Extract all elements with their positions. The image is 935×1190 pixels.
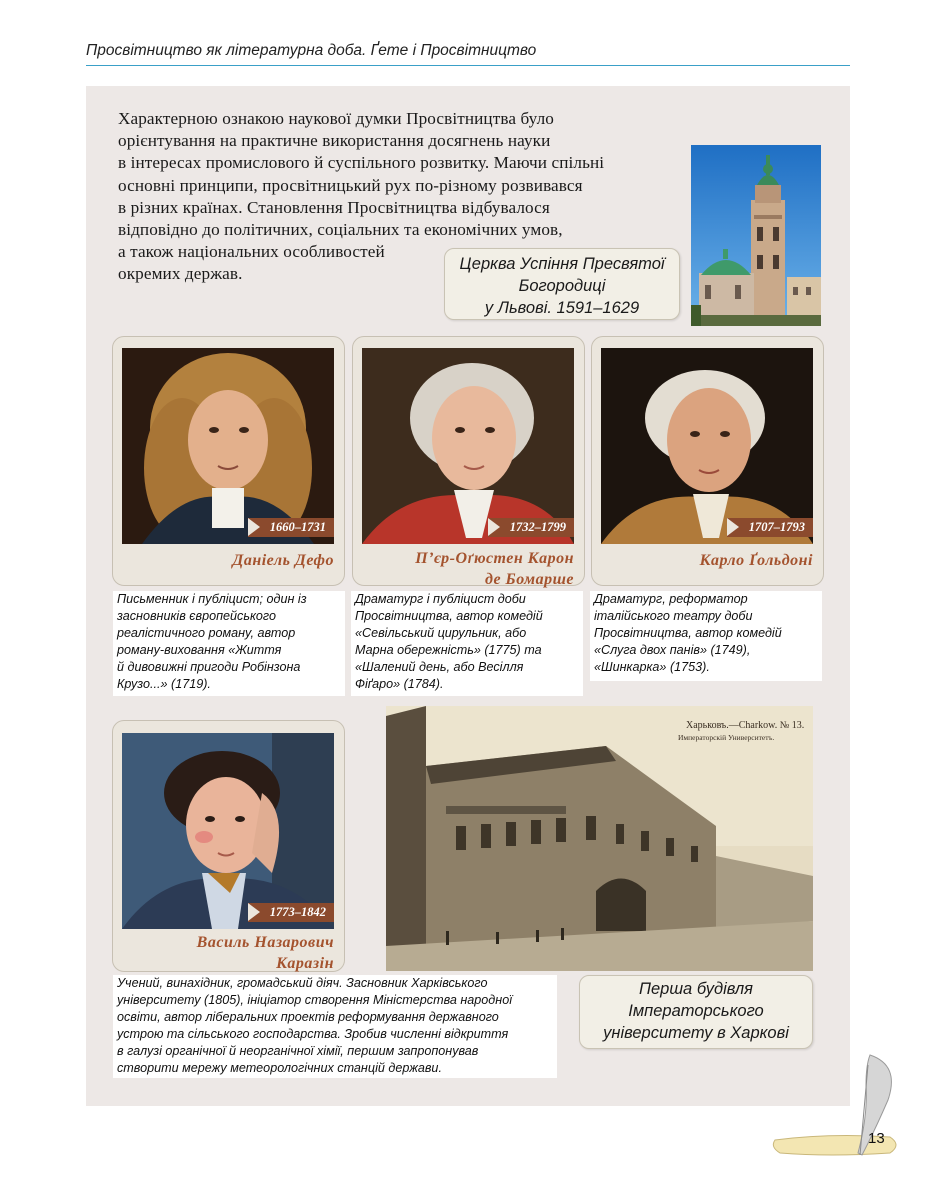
portrait-defoe — [122, 348, 334, 544]
person-name — [415, 548, 574, 590]
years-label: 1660–1731 — [248, 518, 334, 537]
caption-line: університету в Харкові — [603, 1024, 789, 1042]
intro-line: основні принципи, просвітницький рух по-різному розвивався — [118, 175, 583, 195]
intro-line: відповідно до політичних, соціальних та економічних умов, — [118, 220, 563, 240]
caption-line: Церква Успіння Пресвятої — [459, 255, 665, 273]
caption-line: у Львові. 1591–1629 — [484, 299, 640, 317]
desc-line: й дивовижні пригоди Робінзона — [117, 660, 301, 674]
portrait-karazin — [122, 733, 334, 929]
intro-line: в різних країнах. Становлення Просвітництва відбувалося — [118, 197, 550, 217]
quill-scroll-decoration — [770, 1045, 910, 1170]
name-line: Василь Назарович — [196, 934, 334, 951]
description-goldoni — [590, 591, 822, 681]
intro-line: а також національних особливостей — [118, 242, 385, 262]
desc-line: в галузі органічної й неорганічної хімії, першим запропонував — [117, 1044, 479, 1058]
desc-line: Просвітництва, автор комедій — [355, 609, 543, 623]
name-line: Карло Ґольдоні — [699, 552, 813, 569]
description-defoe — [113, 591, 345, 696]
church-photo — [691, 145, 821, 326]
desc-line: роману-виховання «Життя — [117, 643, 282, 657]
person-name — [197, 932, 334, 974]
desc-line: Марна обережність» (1775) та — [355, 643, 542, 657]
desc-line: засновників європейського — [117, 609, 276, 623]
page-number: 13 — [868, 1130, 885, 1147]
desc-line: реалістичного роману, автор — [117, 626, 296, 640]
person-card-karazin — [112, 720, 345, 972]
intro-line: окремих держав. — [118, 264, 243, 284]
person-name — [232, 550, 334, 571]
desc-line: створити мережу метеорологічних станцій держави. — [117, 1061, 442, 1075]
desc-line: «Шалений день, або Весілля — [355, 660, 524, 674]
description-karazin — [113, 975, 557, 1078]
name-line: де Бомарше — [485, 571, 574, 588]
caption-line: Імператорського — [628, 1002, 764, 1020]
university-caption — [579, 975, 813, 1049]
caption-line: Богородиці — [518, 277, 606, 295]
desc-line: Крузо...» (1719). — [117, 677, 211, 691]
running-head: Просвітництво як літературна доба. Ґете і Просвітництво — [86, 42, 537, 59]
portrait-beaumarchais — [362, 348, 574, 544]
name-line: П’єр-Оґюстен Карон — [415, 550, 574, 567]
desc-line: устрою та сільського господарства. Зробив численні відкриття — [117, 1027, 509, 1041]
desc-line: Драматург і публіцист доби — [355, 592, 526, 606]
desc-line: італійського театру доби — [594, 609, 753, 623]
years-label: 1707–1793 — [727, 518, 813, 537]
desc-line: Письменник і публіцист; один із — [117, 592, 307, 606]
description-beaumarchais — [351, 591, 583, 696]
desc-line: «Слуга двох панів» (1749), — [594, 643, 751, 657]
desc-line: Учений, винахідник, громадський діяч. Засновник Харківського — [117, 976, 488, 990]
desc-line: освіти, автор ліберальних проектів реформування державного — [117, 1010, 499, 1024]
name-line: Даніель Дефо — [232, 552, 334, 569]
church-caption — [444, 248, 680, 320]
person-card-goldoni — [591, 336, 824, 586]
caption-line: Перша будівля — [639, 980, 753, 998]
desc-line: «Севільський цирульник, або — [355, 626, 527, 640]
intro-line: в інтересах промислового й суспільного розвитку. Маючи спільні — [118, 153, 605, 173]
person-card-beaumarchais — [352, 336, 585, 586]
desc-line: Драматург, реформатор — [594, 592, 748, 606]
intro-line: орієнтування на практичне використання досягнень науки — [118, 131, 551, 151]
person-name — [700, 550, 813, 571]
intro-line: Характерною ознакою наукової думки Просвітництва було — [118, 109, 554, 128]
desc-line: Просвітництва, автор комедій — [594, 626, 782, 640]
portrait-goldoni — [601, 348, 813, 544]
header-rule — [86, 65, 850, 66]
years-label: 1773–1842 — [248, 903, 334, 922]
desc-line: університету (1805), ініціатор створення Міністерства народної — [117, 993, 512, 1007]
university-photo — [386, 706, 813, 971]
person-card-defoe — [112, 336, 345, 586]
postcard-title: Харьковъ.—Charkow. № 13. — [686, 720, 805, 731]
name-line: Каразін — [276, 955, 334, 972]
postcard-subtitle: Императорскiй Университетъ. — [678, 733, 775, 742]
years-label: 1732–1799 — [488, 518, 574, 537]
desc-line: «Шинкарка» (1753). — [594, 660, 710, 674]
desc-line: Фіґаро» (1784). — [355, 677, 444, 691]
